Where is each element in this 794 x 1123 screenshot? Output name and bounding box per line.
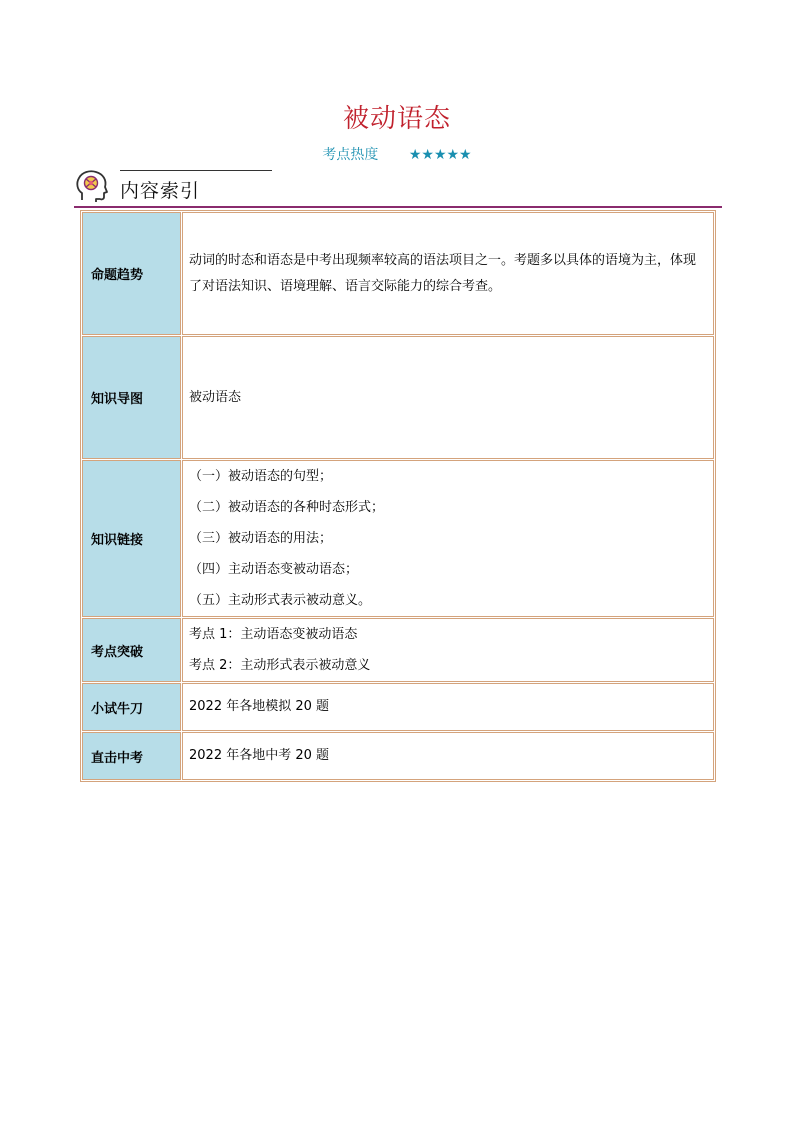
row-content-trend: 动词的时态和语态是中考出现频率较高的语法项目之一。考题多以具体的语境为主，体现了对语法知识、语境理解、语言交际能力的综合考查。 — [182, 212, 714, 335]
table-row — [82, 732, 714, 780]
row-label-practice: 小试牛刀 — [82, 683, 181, 731]
star-rating-icon: ★★★★★ — [408, 147, 472, 163]
hotness-label: 考点热度 — [322, 147, 379, 163]
table-row — [82, 336, 714, 459]
header-overline — [120, 170, 272, 171]
row-content-links — [182, 460, 714, 617]
list-item: （三）被动语态的用法； — [189, 531, 333, 546]
table-row — [82, 683, 714, 731]
table-row — [82, 618, 714, 682]
content-index-table — [80, 210, 716, 782]
table-row — [82, 460, 714, 617]
row-label-map: 知识导图 — [82, 336, 181, 459]
thinking-head-icon — [74, 168, 110, 204]
list-item: （二）被动语态的各种时态形式； — [189, 500, 385, 515]
list-item: （五）主动形式表示被动意义。 — [189, 593, 372, 608]
header-divider — [74, 206, 722, 208]
section-title: 内容索引 — [120, 180, 201, 202]
row-label-exam: 直击中考 — [82, 732, 181, 780]
list-item: （四）主动语态变被动语态； — [189, 562, 359, 577]
table-row — [82, 212, 714, 335]
hotness-rating — [0, 144, 794, 164]
section-header — [74, 168, 722, 210]
row-content-points — [182, 618, 714, 682]
row-label-links: 知识链接 — [82, 460, 181, 617]
list-item: （一）被动语态的句型； — [189, 469, 333, 484]
row-content-practice: 2022 年各地模拟 20 题 — [182, 683, 714, 731]
document-title: 被动语态 — [342, 104, 451, 134]
row-content-exam: 2022 年各地中考 20 题 — [182, 732, 714, 780]
list-item: 考点 1：主动语态变被动语态 — [189, 627, 358, 642]
list-item: 考点 2：主动形式表示被动意义 — [189, 658, 371, 673]
row-content-map: 被动语态 — [182, 336, 714, 459]
row-label-trend: 命题趋势 — [82, 212, 181, 335]
row-label-points: 考点突破 — [82, 618, 181, 682]
